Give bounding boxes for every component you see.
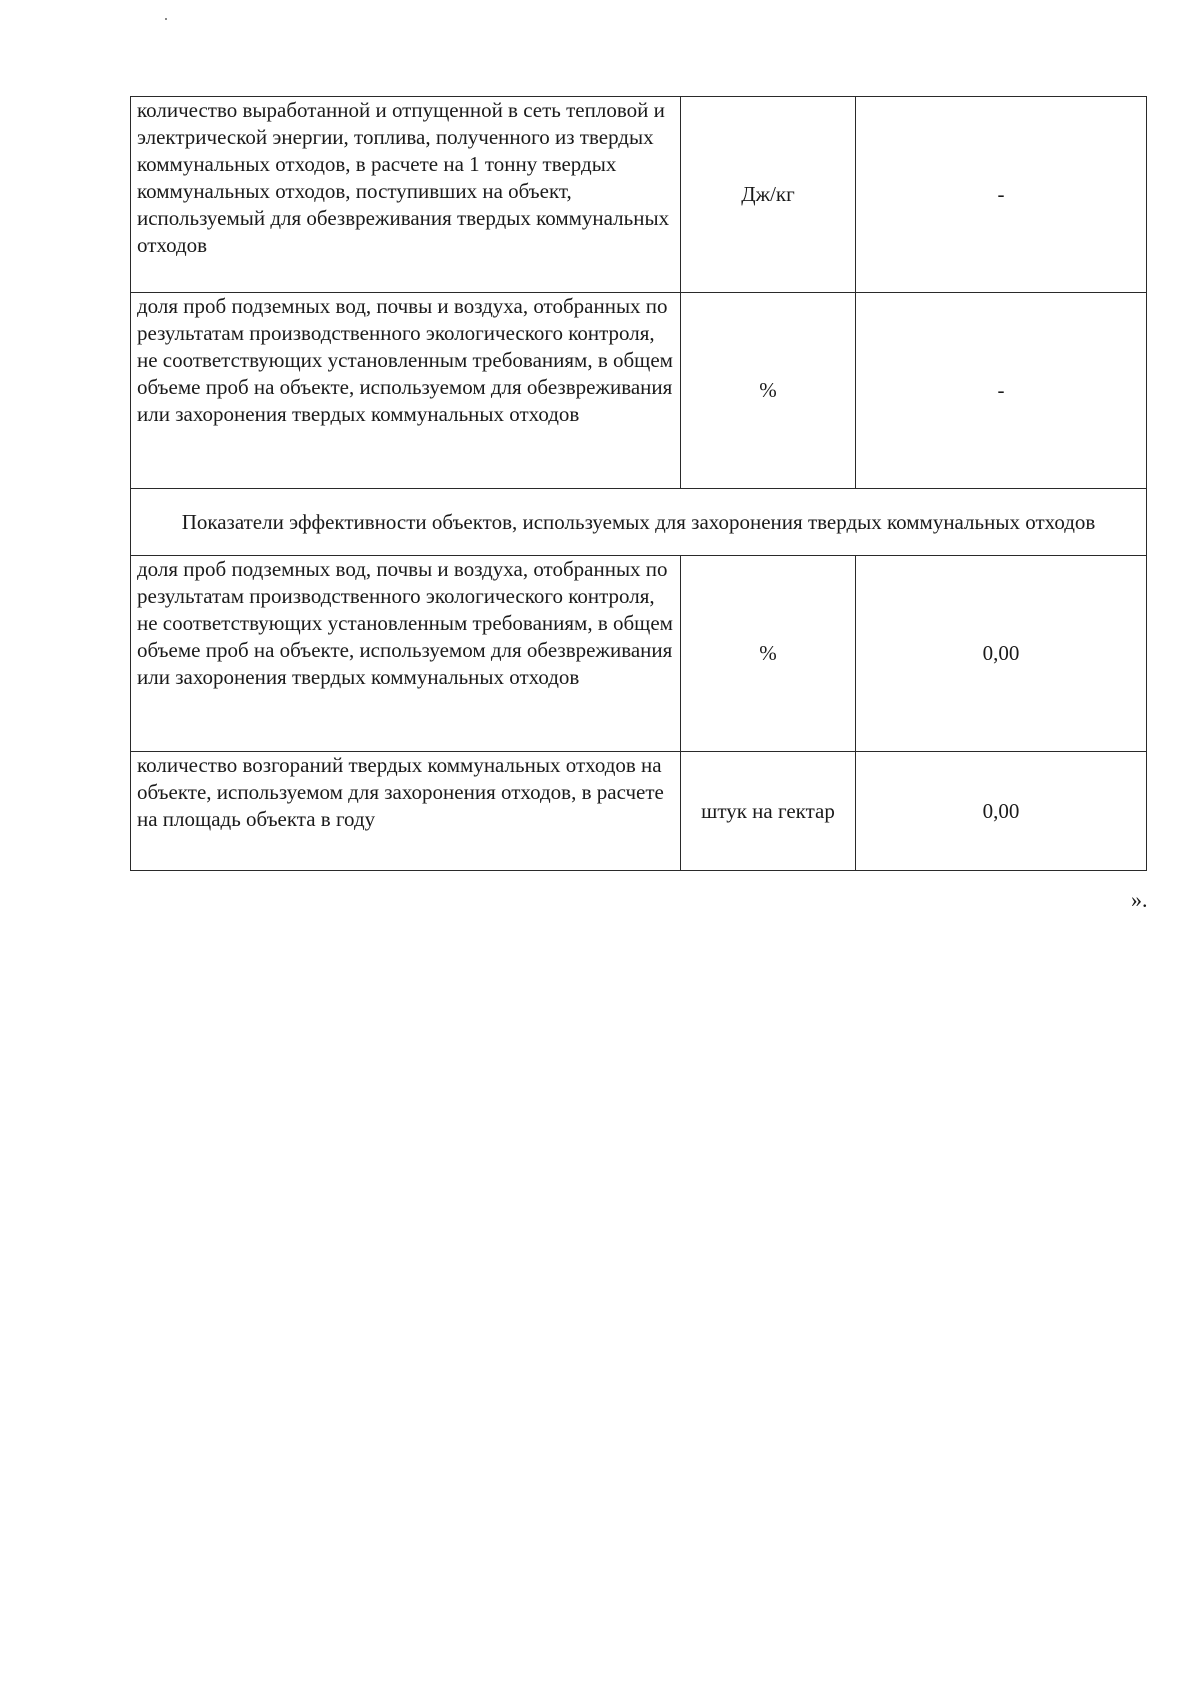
indicator-description: количество возгораний твердых коммунальных отходов на объекте, используемом для захоронения отходов, в расчете на площадь объекта в году [131,752,681,871]
indicators-table [130,96,1147,871]
indicator-description: доля проб подземных вод, почвы и воздуха, отобранных по результатам производственного экологического контроля, не соответствующих установленным требованиям, в общем объеме проб на объекте, используемом для обезвреживания или захоронения твердых коммунальных отходов [131,556,681,752]
section-heading: Показатели эффективности объектов, используемых для захоронения твердых коммунальных отходов [131,489,1147,556]
indicator-unit: штук на гектар [681,752,856,871]
indicator-value: - [856,97,1147,293]
indicator-unit: % [681,556,856,752]
table-row [131,293,1147,489]
indicator-unit: Дж/кг [681,97,856,293]
table-row [131,97,1147,293]
indicator-value: 0,00 [856,752,1147,871]
table-row [131,556,1147,752]
scan-speck [165,18,167,20]
indicator-description: количество выработанной и отпущенной в сеть тепловой и электрической энергии, топлива, полученного из твердых коммунальных отходов, в расчете на 1 тонну твердых коммунальных отходов, поступивших на объект, используемый для обезвреживания твердых коммунальных отходов [131,97,681,293]
section-heading-row [131,489,1147,556]
indicator-value: - [856,293,1147,489]
indicator-unit: % [681,293,856,489]
table-row [131,752,1147,871]
indicator-description: доля проб подземных вод, почвы и воздуха, отобранных по результатам производственного экологического контроля, не соответствующих установленным требованиям, в общем объеме проб на объекте, используемом для обезвреживания или захоронения твердых коммунальных отходов [131,293,681,489]
closing-quote-mark: ». [1131,887,1148,912]
indicator-value: 0,00 [856,556,1147,752]
